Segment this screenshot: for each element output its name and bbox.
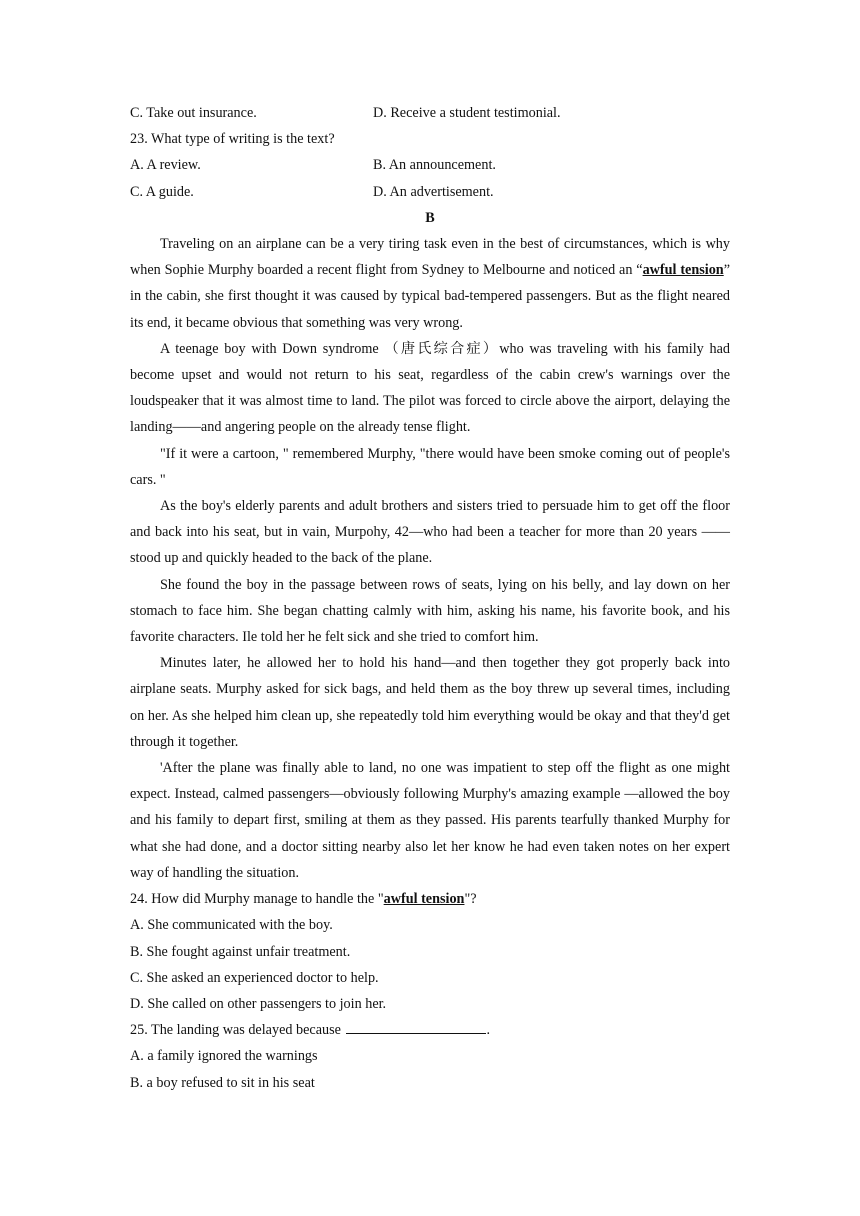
passage-paragraph-7: 'After the plane was finally able to land, no one was impatient to step off the flight as one might expect. Instead, calmed passengers—obviously following Murphy's amazing example —allowed the boy and his family to depart first, smiling at them as they passed. His parents tearfully thanked Murphy for what she had done, and a doctor sitting nearby also let her know he had even taken notes on her expert way of handling the situation. bbox=[130, 760, 730, 881]
q23-option-d: D. An advertisement. bbox=[373, 183, 494, 200]
q24-option-b: B. She fought against unfair treatment. bbox=[130, 943, 351, 960]
q22-option-c: C. Take out insurance. bbox=[130, 105, 257, 121]
passage-paragraph-1 bbox=[130, 231, 730, 336]
section-heading: B bbox=[425, 209, 435, 226]
q25-option-b: B. a boy refused to sit in his seat bbox=[130, 1074, 315, 1091]
q24-option-c: C. She asked an experienced doctor to help. bbox=[130, 969, 379, 986]
p1-text-after: ” in the cabin, she first thought it was caused by typical bad-tempered passengers. But as the flight neared its end, it became obvious that something was very wrong. bbox=[130, 262, 731, 331]
answer-blank bbox=[346, 1019, 486, 1034]
p1-text-before: Traveling on an airplane can be a very tiring task even in the best of circumstances, which is why when Sophie Murphy boarded a recent flight from Sydney to Melbourne and noticed an “ bbox=[130, 236, 730, 279]
passage-paragraph-6: Minutes later, he allowed her to hold his hand—and then together they got properly back into airplane seats. Murphy asked for sick bags, and held them as the boy threw up several times, including on her. As she helped him clean up, she repeatedly told him everything would be okay and that they'd get through it together. bbox=[130, 655, 730, 750]
q24-key-term: awful tension bbox=[383, 891, 465, 908]
q22-options-row bbox=[130, 100, 730, 126]
q22-option-d: D. Receive a student testimonial. bbox=[373, 105, 561, 121]
q23-option-a: A. A review. bbox=[130, 157, 201, 174]
passage-paragraph-3: "If it were a cartoon, " remembered Murphy, "there would have been smoke coming out of people's cars. " bbox=[130, 445, 730, 488]
q24-stem-after: "? bbox=[464, 891, 477, 908]
q25-stem-end: . bbox=[486, 1022, 490, 1039]
q24-stem-before: 24. How did Murphy manage to handle the " bbox=[130, 891, 384, 908]
q23-option-b: B. An announcement. bbox=[373, 157, 496, 174]
passage-paragraph-5: She found the boy in the passage between rows of seats, lying on his belly, and lay down on her stomach to face him. She began chatting calmly with him, asking his name, his favorite book, and his favorite characters. Ile told her he felt sick and she tried to comfort him. bbox=[130, 576, 730, 646]
q23-stem: 23. What type of writing is the text? bbox=[130, 131, 335, 148]
q24-option-a: A. She communicated with the boy. bbox=[130, 917, 333, 934]
q23-option-c: C. A guide. bbox=[130, 183, 194, 200]
q25-stem-text: 25. The landing was delayed because bbox=[130, 1022, 341, 1039]
q24-option-d: D. She called on other passengers to join her. bbox=[130, 995, 387, 1012]
passage-paragraph-2: A teenage boy with Down syndrome （唐氏综合症）who was traveling with his family had become upset and would not return to his seat, regardless of the cabin crew's warnings over the loudspeaker that it was almost time to land. The pilot was forced to circle above the airport, delaying the landing——and angering people on the already tense flight. bbox=[130, 340, 730, 436]
q24-stem bbox=[130, 886, 730, 912]
q25-stem bbox=[130, 1017, 730, 1043]
document-page bbox=[130, 100, 730, 1096]
q23-options-row-2 bbox=[130, 179, 730, 205]
p1-key-term: awful tension bbox=[642, 262, 724, 279]
q23-options-row-1 bbox=[130, 152, 730, 178]
q25-option-a: A. a family ignored the warnings bbox=[130, 1048, 318, 1065]
passage-paragraph-4: As the boy's elderly parents and adult brothers and sisters tried to persuade him to get off the floor and back into his seat, but in vain, Murpohy, 42—who had been a teacher for more than 20 years —— stood up and quickly headed to the back of the plane. bbox=[130, 498, 730, 567]
